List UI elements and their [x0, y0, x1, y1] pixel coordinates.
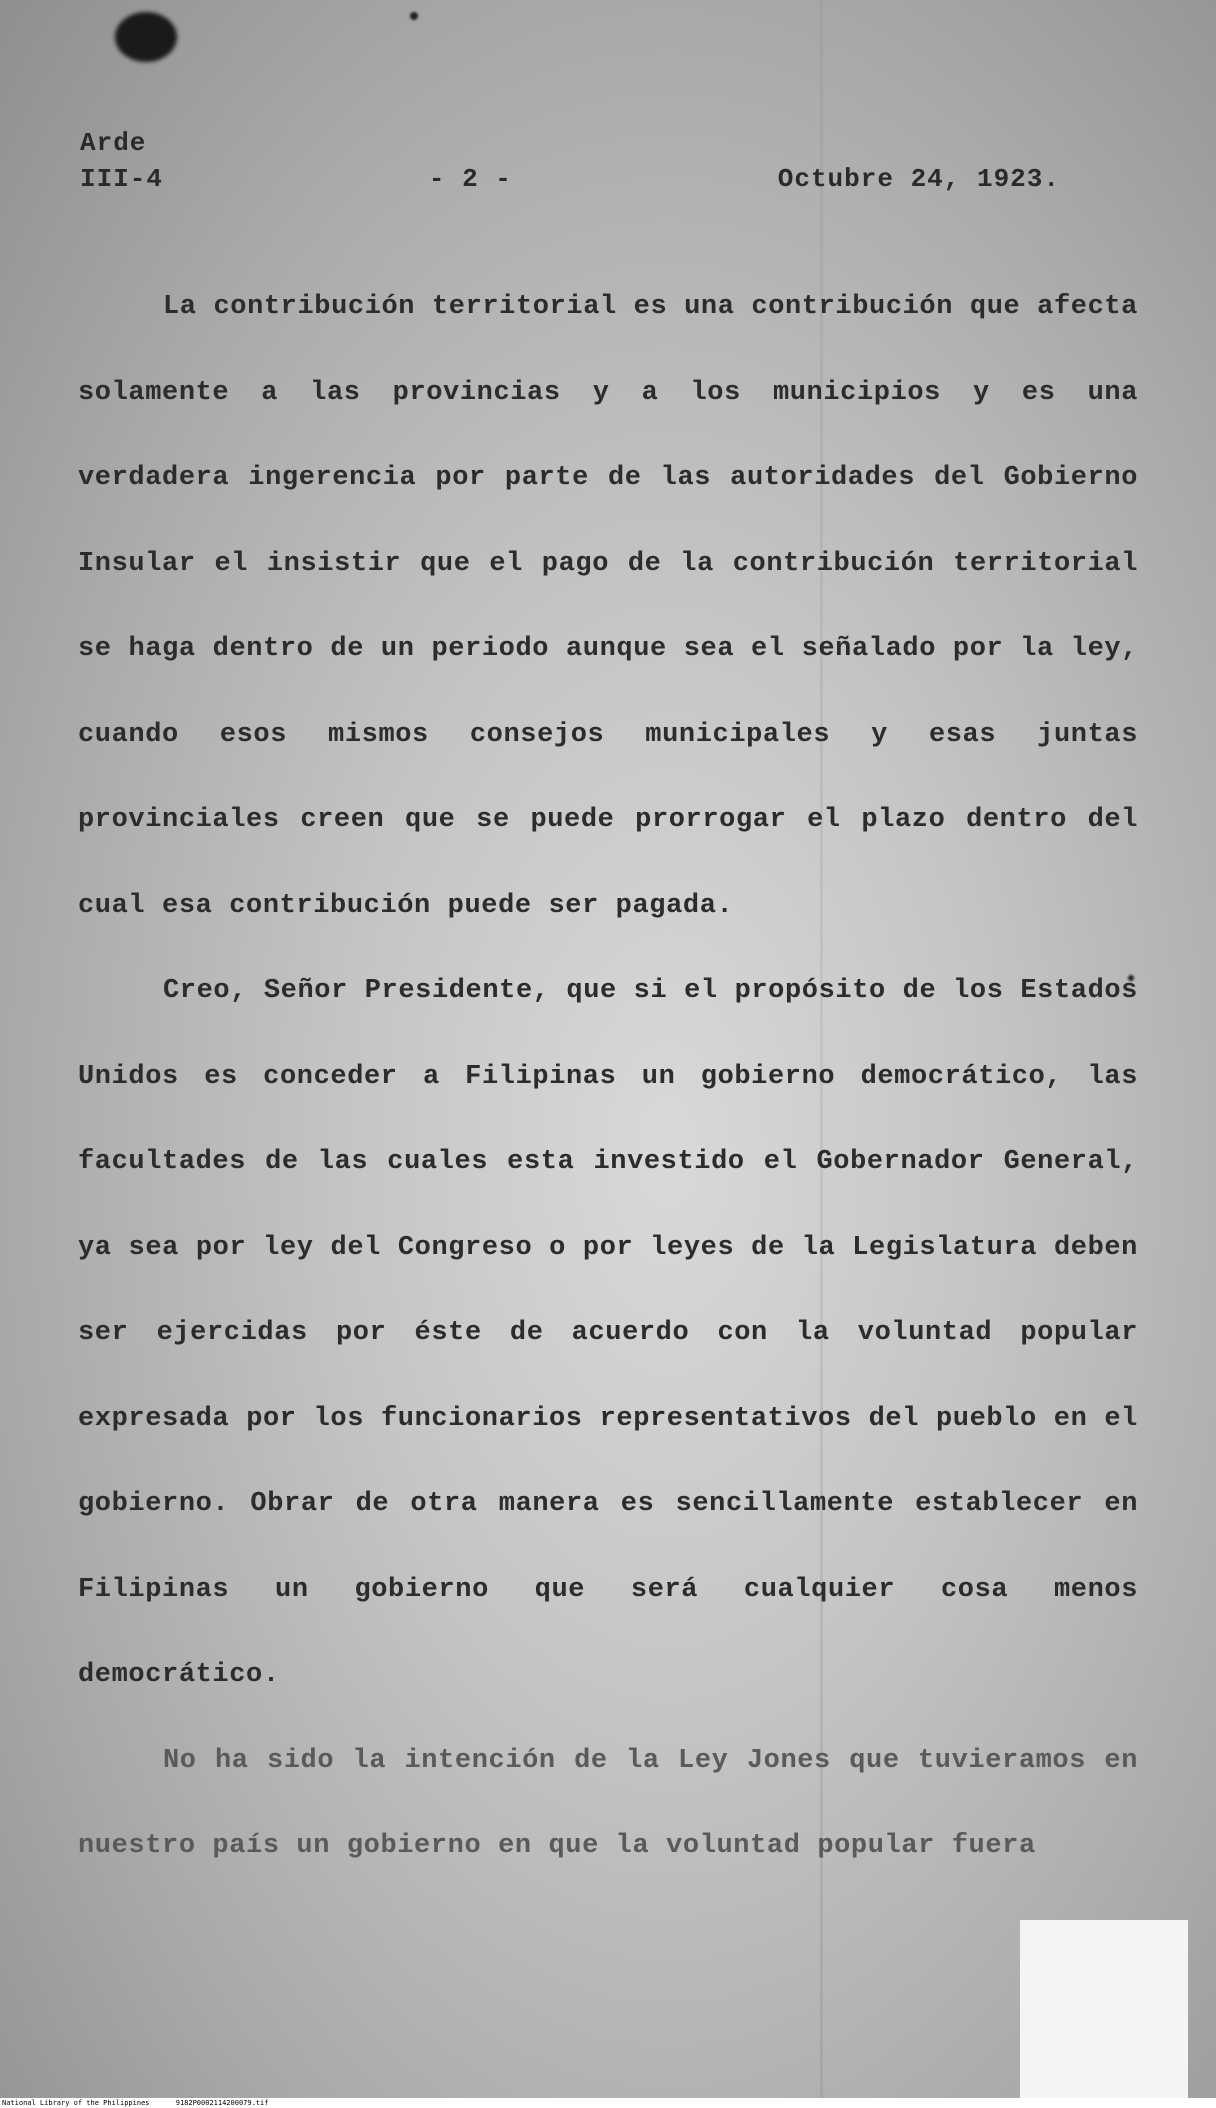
scan-footer [0, 2098, 1216, 2108]
reference-code-line2: III-4 [80, 164, 164, 194]
reference-code-line1: Arde [80, 128, 147, 158]
document-header [80, 125, 1060, 197]
page-number: - 2 - [428, 164, 512, 194]
library-name: National Library of the Philippines [2, 2099, 150, 2107]
punch-hole-mark [115, 12, 177, 62]
paragraph: Creo, Señor Presidente, que si el propósito de los Estados Unidos es conceder a Filipinas un gobierno democrático, las facultades de las cuales esta investido el Gobernador General, ya sea por ley del Congreso o por leyes de la Legislatura deben ser ejercidas por éste de acuerdo con la voluntad popular expresada por los funcionarios representativos del pueblo en el gobierno. Obrar de otra manera es sencillamente establecer en Filipinas un gobierno que será cualquier cosa menos democrático. [78, 976, 1138, 1690]
ink-spot [410, 12, 418, 20]
document-date: Octubre 24, 1923. [777, 164, 1060, 194]
scan-file-id: 9182P0002114200079.tif [175, 2099, 269, 2107]
paragraph: No ha sido la intención de la Ley Jones que tuvieramos en nuestro país un gobierno en que la voluntad popular fuera [78, 1745, 1138, 1861]
paragraph: La contribución territorial es una contribución que afecta solamente a las provincias y a los municipios y es una verdadera ingerencia por parte de las autoridades del Gobierno Insular el insistir que el pago de la contribución territorial se haga dentro de un periodo aunque sea el señalado por la ley, cuando esos mismos consejos municipales y esas juntas provinciales creen que se puede prorrogar el plazo dentro del cual esa contribución puede ser pagada. [78, 292, 1138, 921]
paper-patch [1020, 1920, 1188, 2098]
document-body [78, 265, 1138, 1890]
